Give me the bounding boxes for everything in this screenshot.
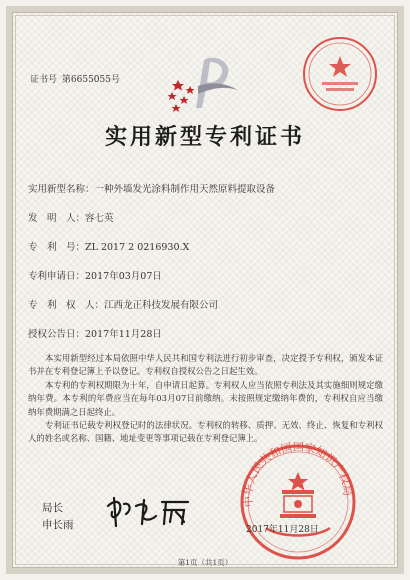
page-title: 实用新型专利证书 [104,124,305,150]
cert-no-label: 证书号 [30,75,58,85]
field-patentee [28,297,218,311]
field-label: 发 明 人： [28,213,86,224]
field-grant-date [28,326,162,340]
field-value: 容七英 [85,213,114,224]
field-label: 专 利 权 人： [28,300,105,311]
field-label: 授权公告日： [28,329,86,340]
signature-title: 局长 [42,502,63,514]
field-label: 专 利 号： [28,242,86,253]
field-value: 2017年03月07日 [85,271,162,282]
field-value: 江西龙正科技发展有限公司 [104,300,219,311]
cert-no-value: 第6655055号 [61,75,120,85]
official-seal [236,440,360,564]
field-label: 实用新型名称： [28,184,95,195]
certificate-number [30,72,122,85]
page-footer: 第1页（共1页） [177,558,233,567]
field-value: ZL 2017 2 0216930.X [85,242,190,253]
seal-date: 2017年11月28日 [246,525,319,535]
field-patent-number [28,239,189,253]
signature-name: 申长雨 [42,519,74,531]
field-value: 2017年11月28日 [85,329,162,340]
body-paragraph: 本专利的专利权期限为十年，自申请日起算。专利权人应当依照专利法及其实施细则规定缴纳年费。本专利的年费应当在每年03月07日前缴纳。未按照规定缴纳年费的，专利权自应当缴纳年费期满之日起终止。 [28,379,383,417]
certificate-body [28,352,383,446]
handwritten-signature [100,492,195,532]
body-paragraph: 本实用新型经过本局依照中华人民共和国专利法进行初步审查，决定授予专利权，颁发本证书并在专利登记簿上予以登记。专利权自授权公告之日起生效。 [28,353,383,377]
agency-stamp [300,34,380,114]
seal-text-path: 中华人民共和国国家知识产权局 [241,440,355,508]
field-application-date [28,268,162,282]
field-label: 专利申请日： [28,271,86,282]
field-inventor [28,210,114,224]
field-value: 一种外墙发光涂料制作用天然原料提取设备 [94,184,276,195]
patent-office-logo [168,52,246,112]
field-utility-model-name [28,181,275,195]
body-paragraph: 专利证书记载专利权登记时的法律状况。专利权的转移、质押、无效、终止、恢复和专利权人的姓名或名称、国籍、地址变更等事项记载在专利登记簿上。 [28,420,383,444]
